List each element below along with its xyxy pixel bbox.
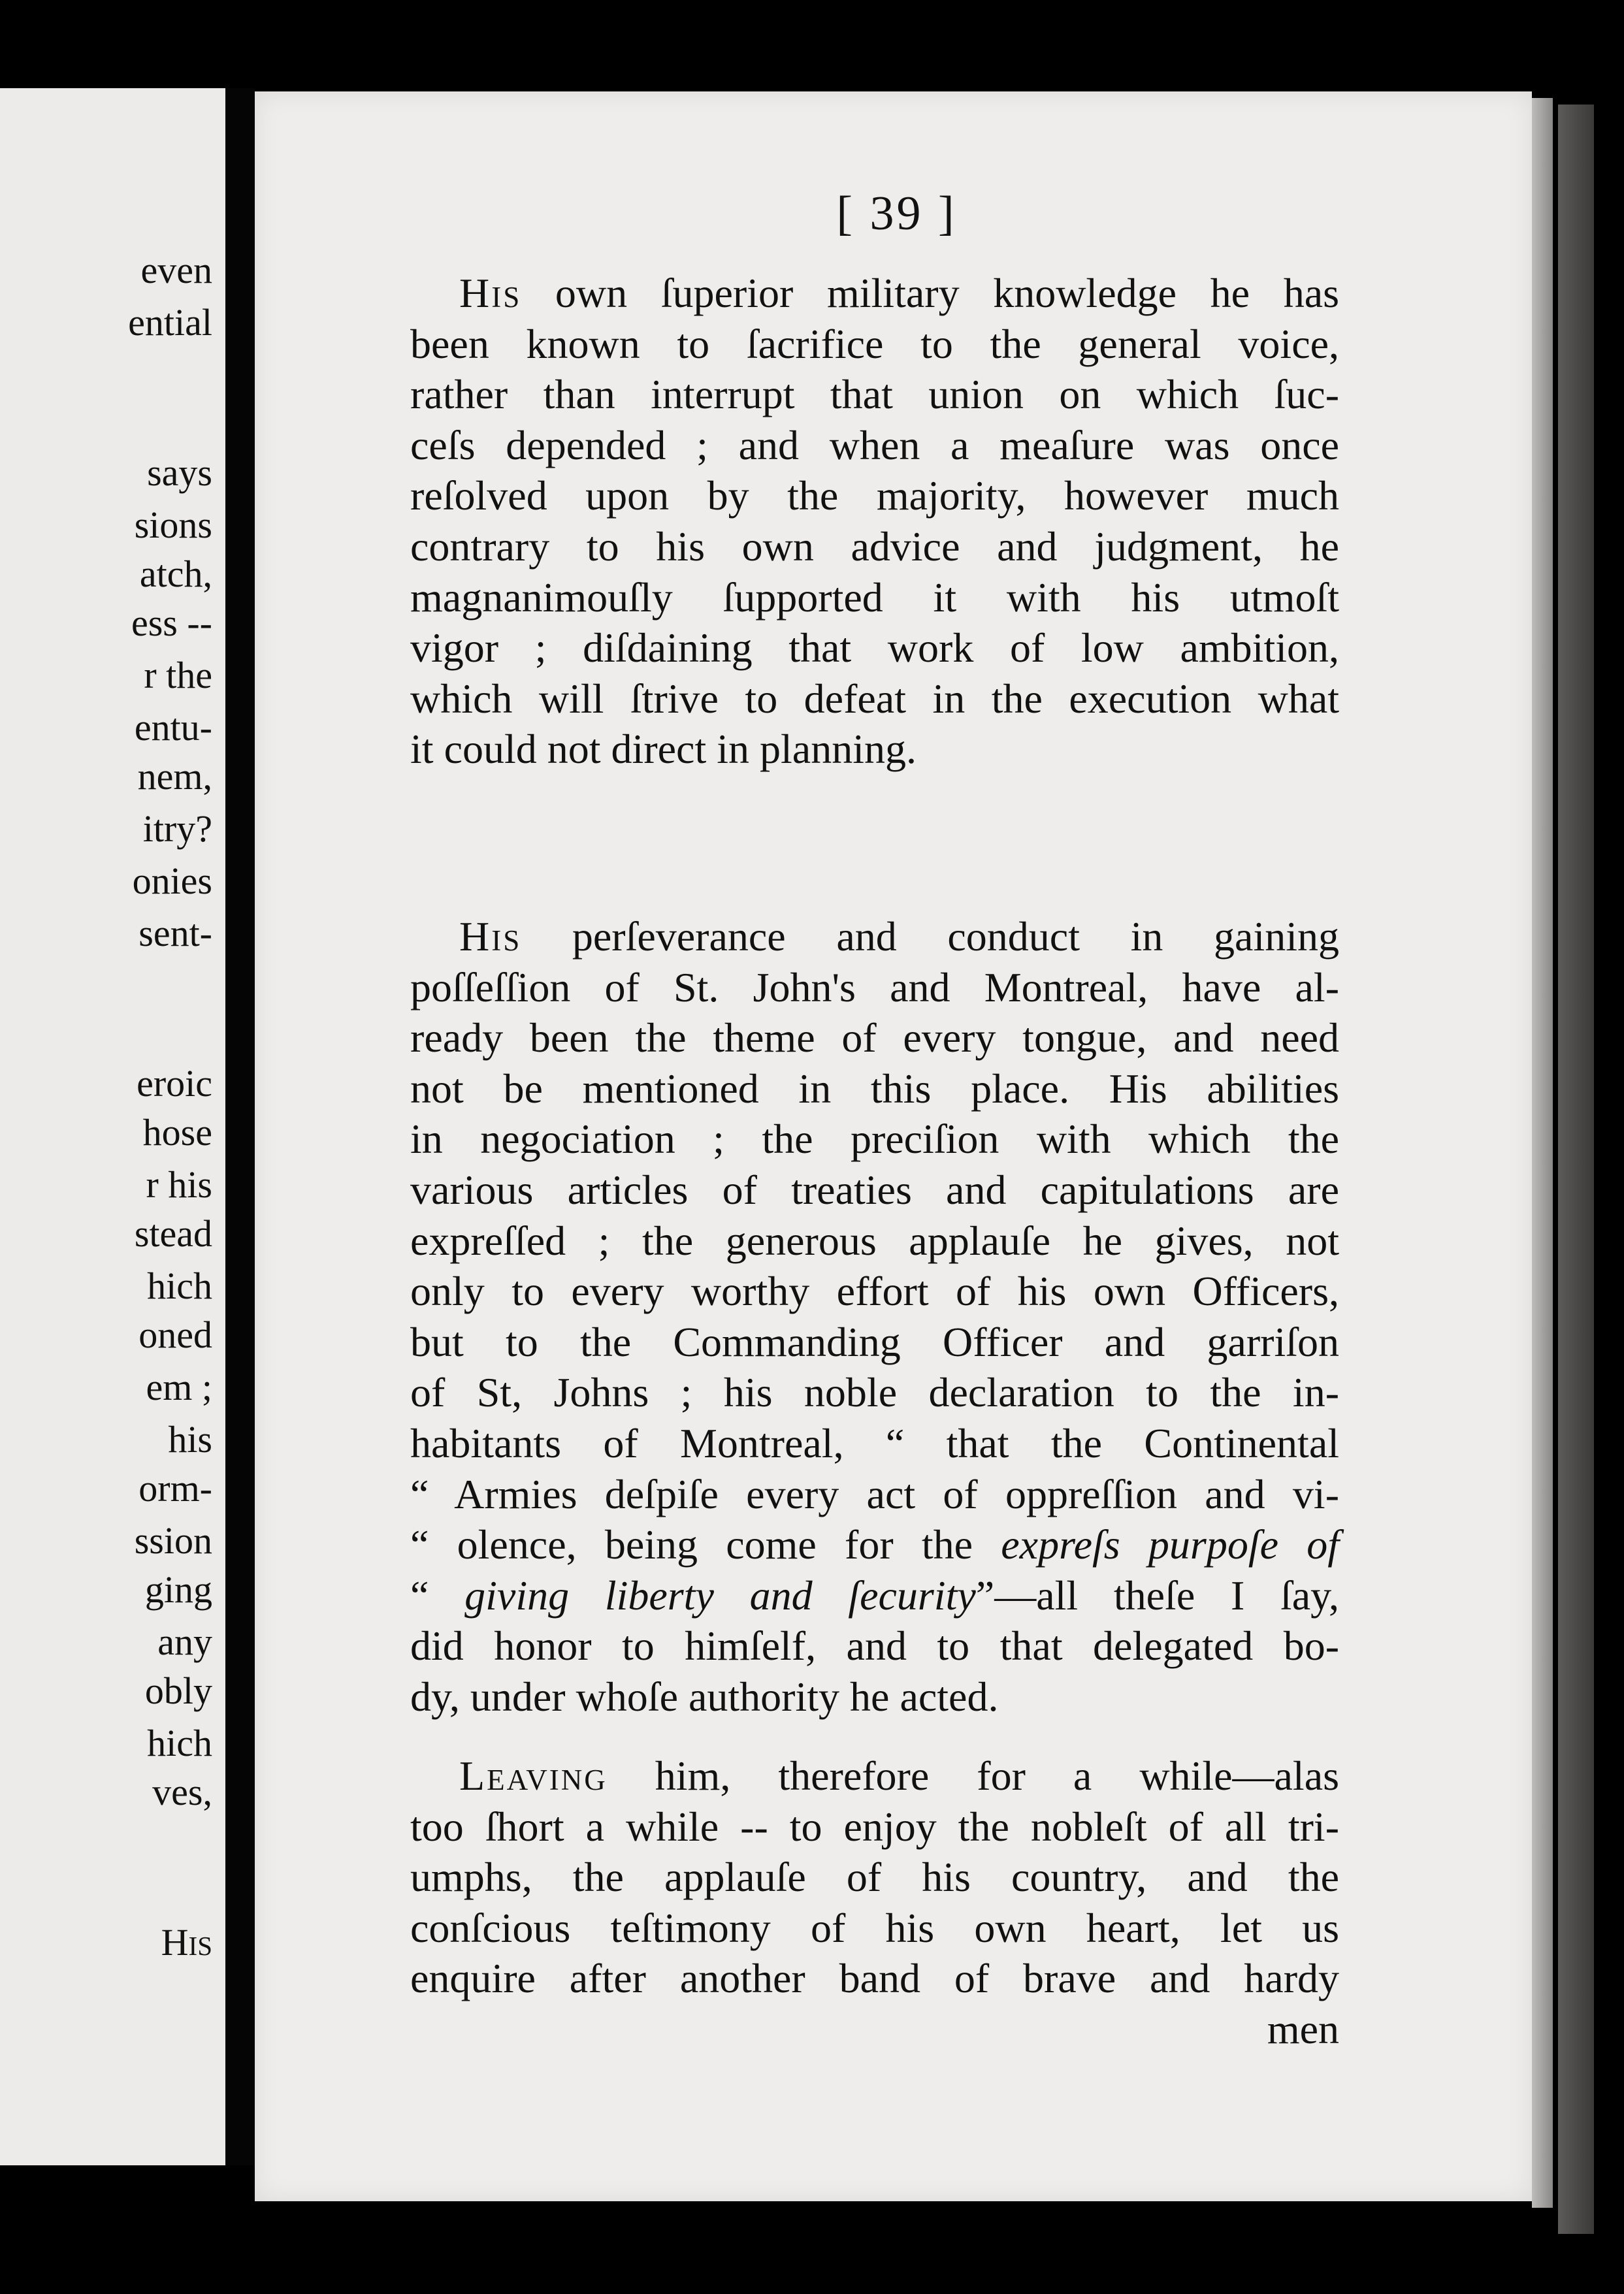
lead-word: His <box>459 913 522 960</box>
previous-page-line: ging <box>144 1568 212 1611</box>
lead-word: Leaving <box>459 1753 608 1799</box>
previous-page-line: sent- <box>138 912 212 954</box>
previous-page-line: sions <box>134 504 212 546</box>
text-line: habitants of Montreal, “ that the Continental <box>410 1419 1339 1466</box>
previous-page-line: hich <box>147 1265 212 1307</box>
book-cover-edge <box>1558 105 1594 2234</box>
text-line: reſolved upon by the majority, however much <box>410 472 1339 519</box>
text-line: did honor to himſelf, and to that delegated bo- <box>410 1623 1339 1670</box>
previous-page-line: ves, <box>152 1771 212 1813</box>
previous-page <box>0 88 225 2165</box>
previous-page-line: says <box>147 451 212 494</box>
lead-word: His <box>459 270 522 316</box>
text-line: enquire after another band of brave and hardy <box>410 1955 1339 2002</box>
previous-page-line: his <box>168 1418 212 1461</box>
previous-page-line: ssion <box>134 1519 212 1562</box>
text-line: magnanimouſly ſupported it with his utmoſt <box>410 574 1339 621</box>
catchword: men <box>1267 2005 1339 2052</box>
previous-page-line: orm- <box>138 1467 212 1510</box>
previous-page-line: itry? <box>142 807 212 850</box>
italic-phrase: expreſs purpoſe of <box>1001 1521 1339 1568</box>
previous-page-line: even <box>140 249 212 291</box>
text-line: but to the Commanding Officer and garriſon <box>410 1318 1339 1365</box>
page-edge <box>1532 98 1553 2208</box>
text-line: Leaving him, therefore for a while—alas <box>459 1753 1339 1799</box>
paragraph-1 <box>410 268 1339 775</box>
text-line: various articles of treaties and capitulations are <box>410 1166 1339 1213</box>
text-line: of St, Johns ; his noble declaration to the in- <box>410 1369 1339 1416</box>
text-line: vigor ; diſdaining that work of low ambition, <box>410 624 1339 671</box>
previous-page-line: onies <box>132 860 212 902</box>
text-line: His own ſuperior military knowledge he has <box>459 270 1339 316</box>
text-line: too ſhort a while -- to enjoy the nobleſt of all tri- <box>410 1803 1339 1850</box>
text-line: umphs, the applauſe of his country, and the <box>410 1854 1339 1901</box>
text-line: conſcious teſtimony of his own heart, let us <box>410 1904 1339 1951</box>
previous-page-line: ential <box>128 301 212 344</box>
previous-page-line: entu- <box>134 706 212 749</box>
previous-page-line: any <box>157 1621 212 1663</box>
text-line: contrary to his own advice and judgment, he <box>410 523 1339 570</box>
text-line: ceſs depended ; and when a meaſure was once <box>410 421 1339 468</box>
text-line: His perſeverance and conduct in gaining <box>459 913 1339 960</box>
previous-page-line: His <box>161 1921 212 1963</box>
text-line: poſſeſſion of St. John's and Montreal, have al- <box>410 963 1339 1010</box>
text-line: been known to ſacrifice to the general voice, <box>410 320 1339 367</box>
italic-phrase: giving liberty and ſecurity <box>464 1572 976 1619</box>
page-number: [ 39 ] <box>836 187 957 240</box>
previous-page-line: eroic <box>137 1062 212 1105</box>
previous-page-line: hich <box>147 1722 212 1764</box>
text-line: it could not direct in planning. <box>410 726 917 773</box>
text-line: not be mentioned in this place. His abilities <box>410 1065 1339 1112</box>
previous-page-line: stead <box>134 1212 212 1255</box>
previous-page-line: r his <box>146 1163 212 1206</box>
text-line: “ olence, being come for the expreſs purpoſe of <box>410 1521 1339 1568</box>
text-line: which will ſtrive to defeat in the execution what <box>410 675 1339 722</box>
text-line: dy, under whoſe authority he acted. <box>410 1673 999 1720</box>
previous-page-line: oned <box>138 1314 212 1356</box>
text-line: “ giving liberty and ſecurity”—all theſe I ſay, <box>410 1572 1340 1619</box>
text-line: ready been the theme of every tongue, and need <box>410 1014 1339 1061</box>
previous-page-line: nem, <box>137 755 212 798</box>
previous-page-line: obly <box>144 1670 212 1712</box>
previous-page-line: ess -- <box>131 602 212 644</box>
text-line: rather than interrupt that union on which ſuc- <box>410 371 1339 418</box>
paragraph-3 <box>410 1751 1339 2055</box>
book-gutter <box>225 88 255 2165</box>
text-line: “ Armies deſpiſe every act of oppreſſion and vi- <box>410 1470 1339 1517</box>
previous-page-line: r the <box>144 654 212 696</box>
previous-page-line: em ; <box>146 1366 212 1408</box>
text-line: in negociation ; the preciſion with which the <box>410 1116 1339 1163</box>
text-line: only to every worthy effort of his own Officers, <box>410 1268 1339 1315</box>
previous-page-line: hose <box>142 1111 212 1154</box>
text-line: expreſſed ; the generous applauſe he gives, not <box>410 1217 1339 1264</box>
previous-page-line: atch, <box>139 553 212 595</box>
book-page <box>255 91 1532 2201</box>
paragraph-2 <box>410 911 1339 1722</box>
